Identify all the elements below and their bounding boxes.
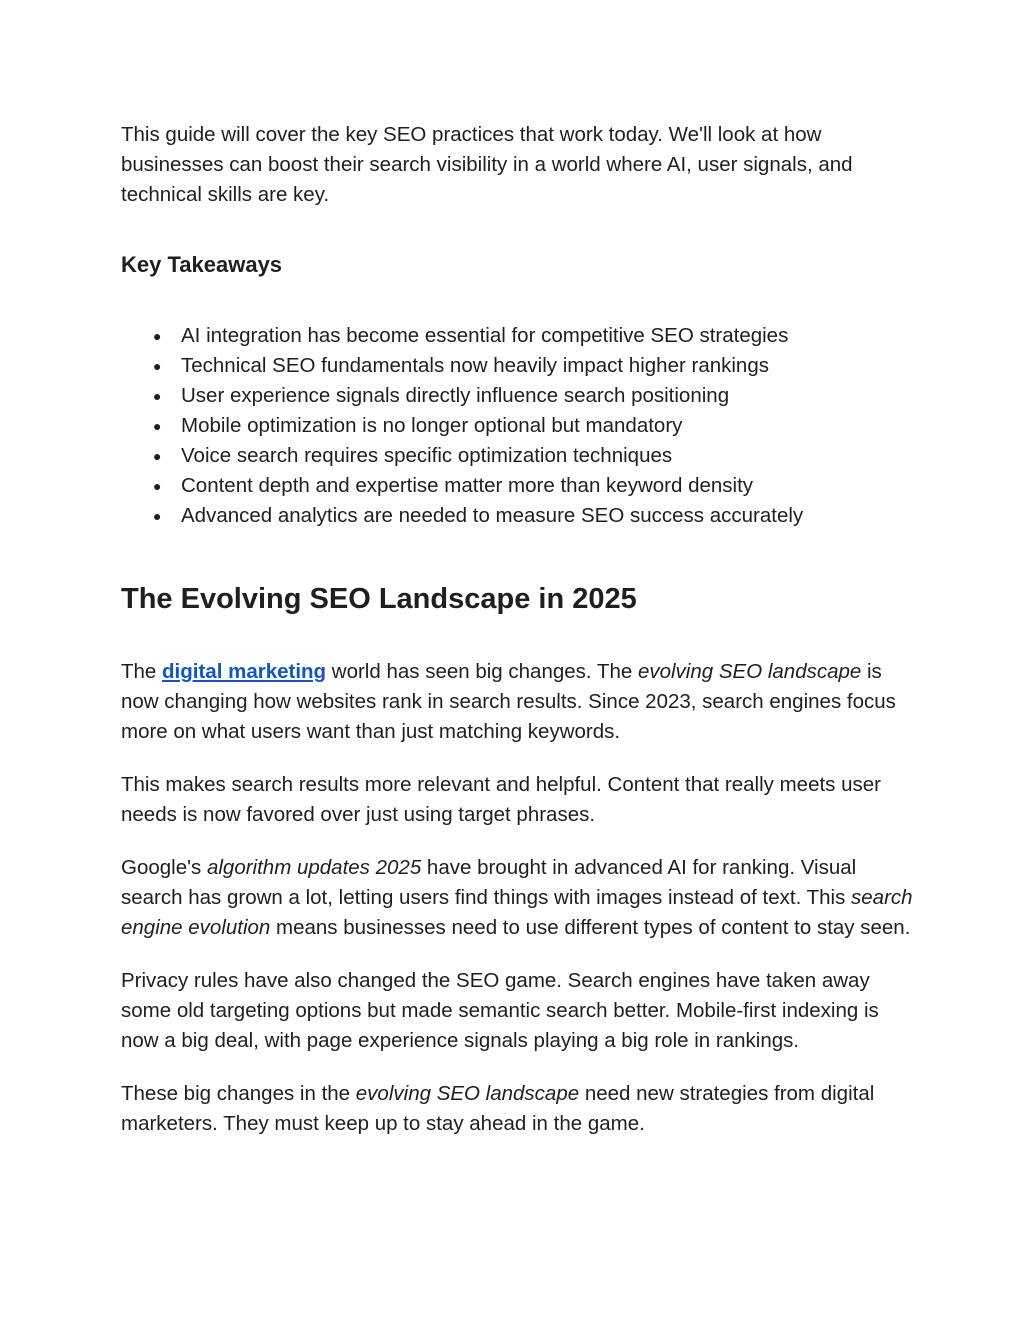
- section-heading: The Evolving SEO Landscape in 2025: [121, 583, 637, 615]
- list-item: ● Advanced analytics are needed to measure SEO success accurately: [121, 501, 921, 531]
- bullet-icon: ●: [153, 388, 162, 404]
- section-paragraph-2: This makes search results more relevant and helpful. Content that really meets user needs is now favored over just using target phrases.: [121, 773, 881, 826]
- section-paragraph-4: Privacy rules have also changed the SEO game. Search engines have taken away some old targeting options but made semantic search better. Mobile-first indexing is now a big deal, with page experience signals playing a big role in rankings.: [121, 969, 879, 1052]
- list-item: ● Content depth and expertise matter more than keyword density: [121, 471, 921, 501]
- bullet-icon: ●: [153, 358, 162, 374]
- bullet-icon: ●: [153, 478, 162, 494]
- bullet-icon: ●: [153, 508, 162, 524]
- bullet-icon: ●: [153, 328, 162, 344]
- key-takeaways-heading: Key Takeaways: [121, 252, 283, 277]
- list-item: ● User experience signals directly influence search positioning: [121, 381, 921, 411]
- section-paragraph-3: Google's algorithm updates 2025 have brought in advanced AI for ranking. Visual search has grown a lot, letting users find things with images instead of text. This search engine evolution means businesses need to use different types of content to stay seen.: [121, 856, 913, 939]
- document-page: [121, 120, 921, 1162]
- list-item: ● Voice search requires specific optimization techniques: [121, 441, 921, 471]
- digital-marketing-link[interactable]: digital marketing: [162, 660, 327, 683]
- bullet-icon: ●: [153, 418, 162, 434]
- section-paragraph-5: These big changes in the evolving SEO landscape need new strategies from digital marketers. They must keep up to stay ahead in the game.: [121, 1082, 875, 1135]
- bullet-icon: ●: [153, 448, 162, 464]
- intro-paragraph: This guide will cover the key SEO practices that work today. We'll look at how businesses can boost their search visibility in a world where AI, user signals, and technical skills are key.: [121, 123, 853, 206]
- list-item: ● Technical SEO fundamentals now heavily impact higher rankings: [121, 351, 921, 381]
- key-takeaways-list: [121, 321, 921, 531]
- section-paragraph-1: The digital marketing world has seen big changes. The evolving SEO landscape is now changing how websites rank in search results. Since 2023, search engines focus more on what users want than just matching keywords.: [121, 660, 896, 743]
- list-item: ● Mobile optimization is no longer optional but mandatory: [121, 411, 921, 441]
- list-item: ● AI integration has become essential for competitive SEO strategies: [121, 321, 921, 351]
